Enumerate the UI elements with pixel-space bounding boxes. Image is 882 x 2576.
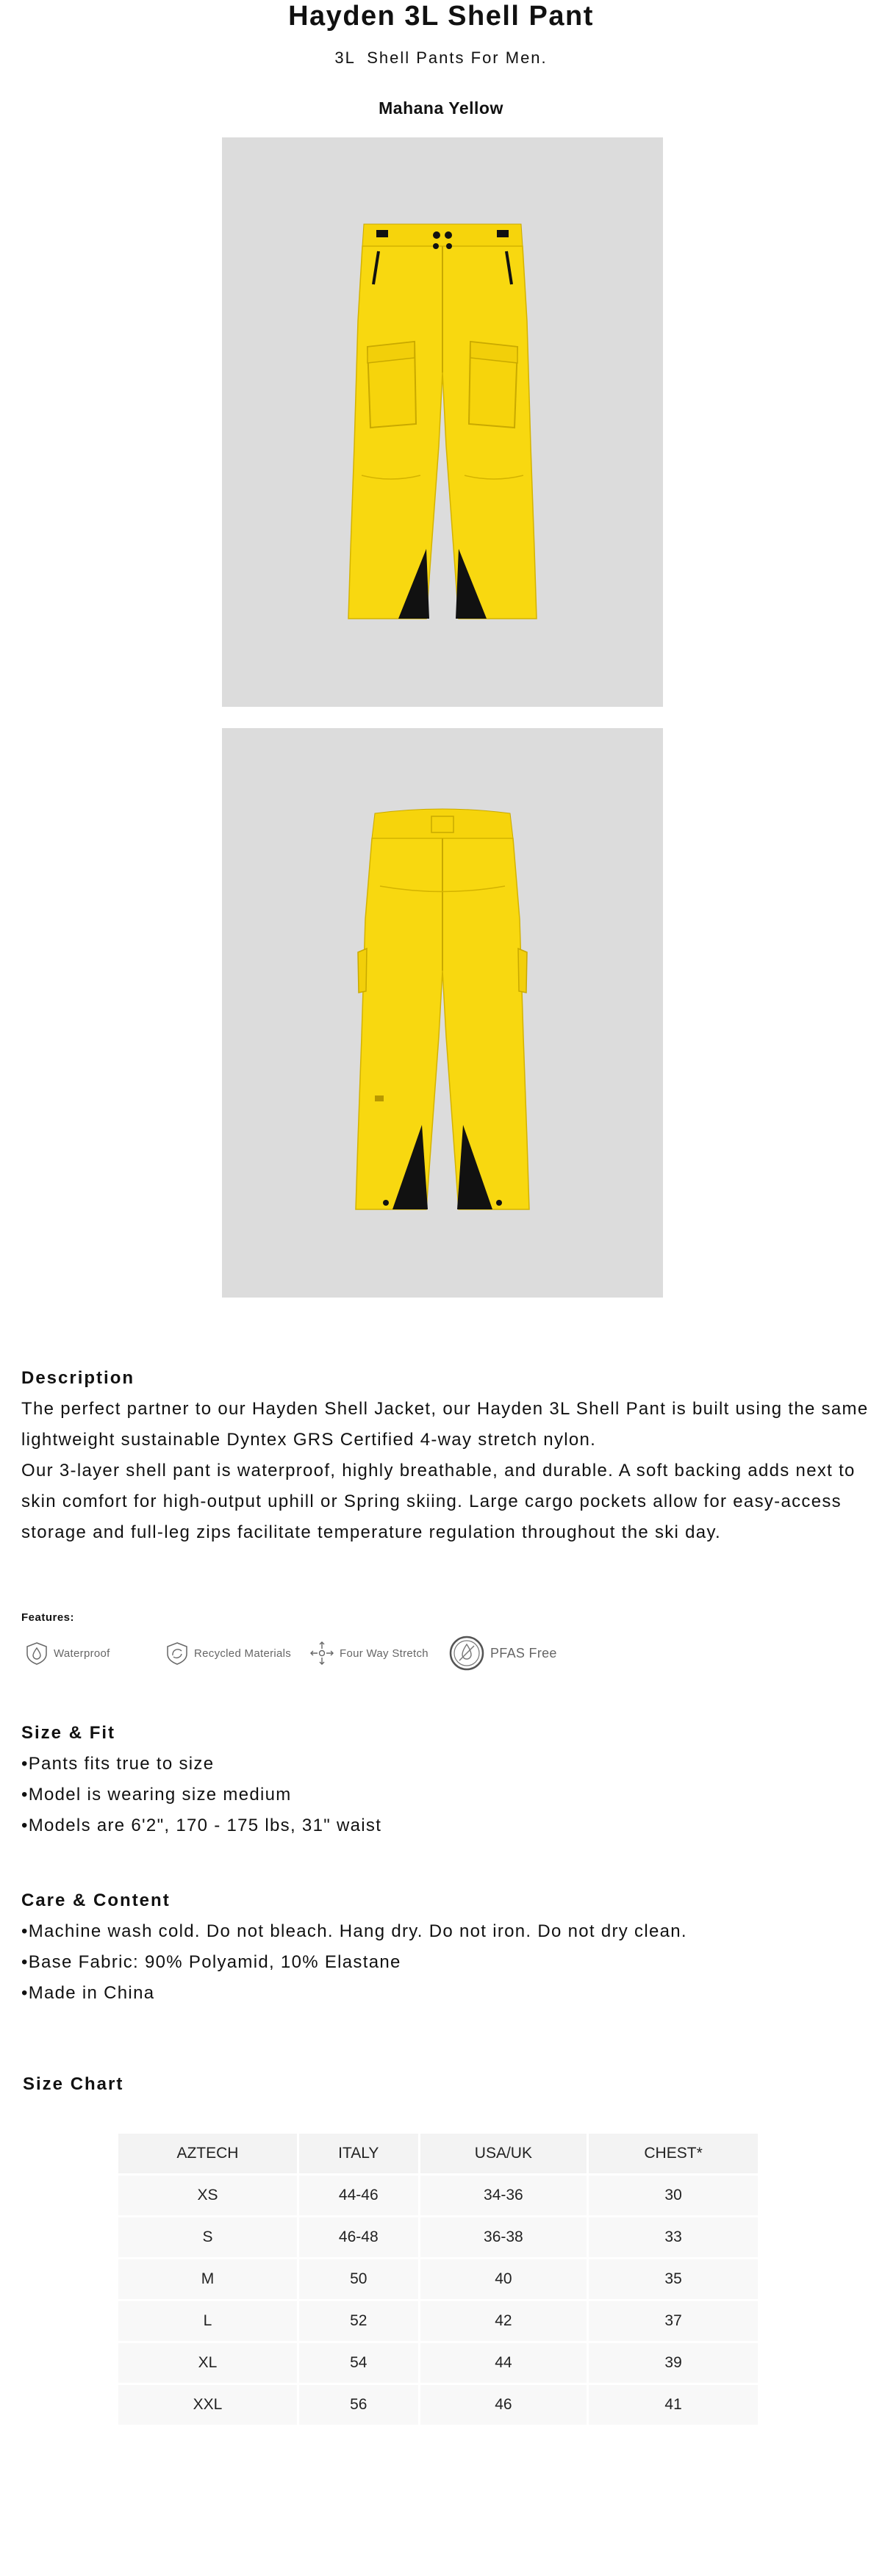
four-way-stretch-icon — [309, 1640, 335, 1666]
waterproof-icon — [24, 1641, 49, 1666]
table-cell: 56 — [299, 2385, 418, 2425]
table-cell: 40 — [420, 2259, 587, 2299]
care-heading: Care & Content — [21, 1890, 171, 1910]
feature-label: Waterproof — [54, 1647, 110, 1660]
table-row — [118, 2301, 758, 2341]
feature-waterproof — [24, 1631, 110, 1675]
table-row — [118, 2259, 758, 2299]
table-cell: 33 — [589, 2217, 758, 2257]
color-name: Mahana Yellow — [379, 98, 503, 118]
feature-label: Four Way Stretch — [340, 1647, 429, 1660]
description-paragraph-2: Our 3-layer shell pant is waterproof, highly breathable, and durable. A soft backing adds next to skin comfort for high-output uphill or Spring skiing. Large cargo pockets allow for easy-access storage and full-leg zips facilitate temperature regulation throughout the ski day. — [21, 1461, 856, 1542]
list-item: •Model is wearing size medium — [21, 1785, 292, 1805]
pant-back-illustration — [222, 728, 663, 1298]
column-header: AZTECH — [118, 2134, 297, 2173]
table-cell: 41 — [589, 2385, 758, 2425]
column-header: USA/UK — [420, 2134, 587, 2173]
table-row — [118, 2176, 758, 2215]
features-label: Features: — [21, 1611, 75, 1624]
table-cell: 46 — [420, 2385, 587, 2425]
feature-recycled-materials — [165, 1631, 291, 1675]
recycled-materials-icon — [165, 1641, 190, 1666]
feature-pfas-free — [448, 1631, 557, 1675]
list-item: •Pants fits true to size — [21, 1754, 215, 1774]
table-cell: 54 — [299, 2343, 418, 2383]
table-cell: 34-36 — [420, 2176, 587, 2215]
size-fit-heading: Size & Fit — [21, 1723, 116, 1743]
feature-label: Recycled Materials — [194, 1647, 292, 1660]
care-list — [21, 1916, 874, 2009]
table-cell: 44-46 — [299, 2176, 418, 2215]
product-image-back — [222, 728, 663, 1298]
table-cell: 30 — [589, 2176, 758, 2215]
table-cell: 46-48 — [299, 2217, 418, 2257]
table-cell: L — [118, 2301, 297, 2341]
table-cell: S — [118, 2217, 297, 2257]
list-item: •Base Fabric: 90% Polyamid, 10% Elastane — [21, 1952, 401, 1972]
product-title: Hayden 3L Shell Pant — [288, 1, 594, 32]
pfas-free-icon — [448, 1634, 486, 1672]
table-cell: XXL — [118, 2385, 297, 2425]
column-header: CHEST* — [589, 2134, 758, 2173]
table-cell: 44 — [420, 2343, 587, 2383]
description-body — [21, 1394, 874, 1548]
table-row — [118, 2217, 758, 2257]
table-cell: 52 — [299, 2301, 418, 2341]
features-row — [21, 1631, 609, 1675]
list-item: •Made in China — [21, 1983, 155, 2003]
table-row — [118, 2343, 758, 2383]
table-cell: 35 — [589, 2259, 758, 2299]
description-heading: Description — [21, 1368, 135, 1388]
table-cell: 37 — [589, 2301, 758, 2341]
description-paragraph-1: The perfect partner to our Hayden Shell Jacket, our Hayden 3L Shell Pant is built using the same lightweight sustainable Dyntex GRS Certified 4-way stretch nylon. — [21, 1399, 869, 1450]
product-subtitle: 3L Shell Pants For Men. — [334, 48, 548, 67]
table-cell: M — [118, 2259, 297, 2299]
product-image-front — [222, 137, 663, 707]
feature-four-way-stretch — [309, 1631, 429, 1675]
table-cell: 50 — [299, 2259, 418, 2299]
table-row — [118, 2385, 758, 2425]
list-item: •Machine wash cold. Do not bleach. Hang dry. Do not iron. Do not dry clean. — [21, 1921, 687, 1941]
list-item: •Models are 6'2", 170 - 175 lbs, 31" waist — [21, 1816, 382, 1835]
table-cell: 42 — [420, 2301, 587, 2341]
table-cell: 39 — [589, 2343, 758, 2383]
table-header-row — [118, 2134, 758, 2173]
pant-front-illustration — [222, 137, 663, 707]
table-cell: 36-38 — [420, 2217, 587, 2257]
size-chart-heading: Size Chart — [23, 2074, 124, 2094]
column-header: ITALY — [299, 2134, 418, 2173]
table-cell: XL — [118, 2343, 297, 2383]
table-cell: XS — [118, 2176, 297, 2215]
size-chart-table — [116, 2131, 760, 2427]
feature-label: PFAS Free — [490, 1645, 557, 1661]
size-fit-list — [21, 1749, 874, 1841]
